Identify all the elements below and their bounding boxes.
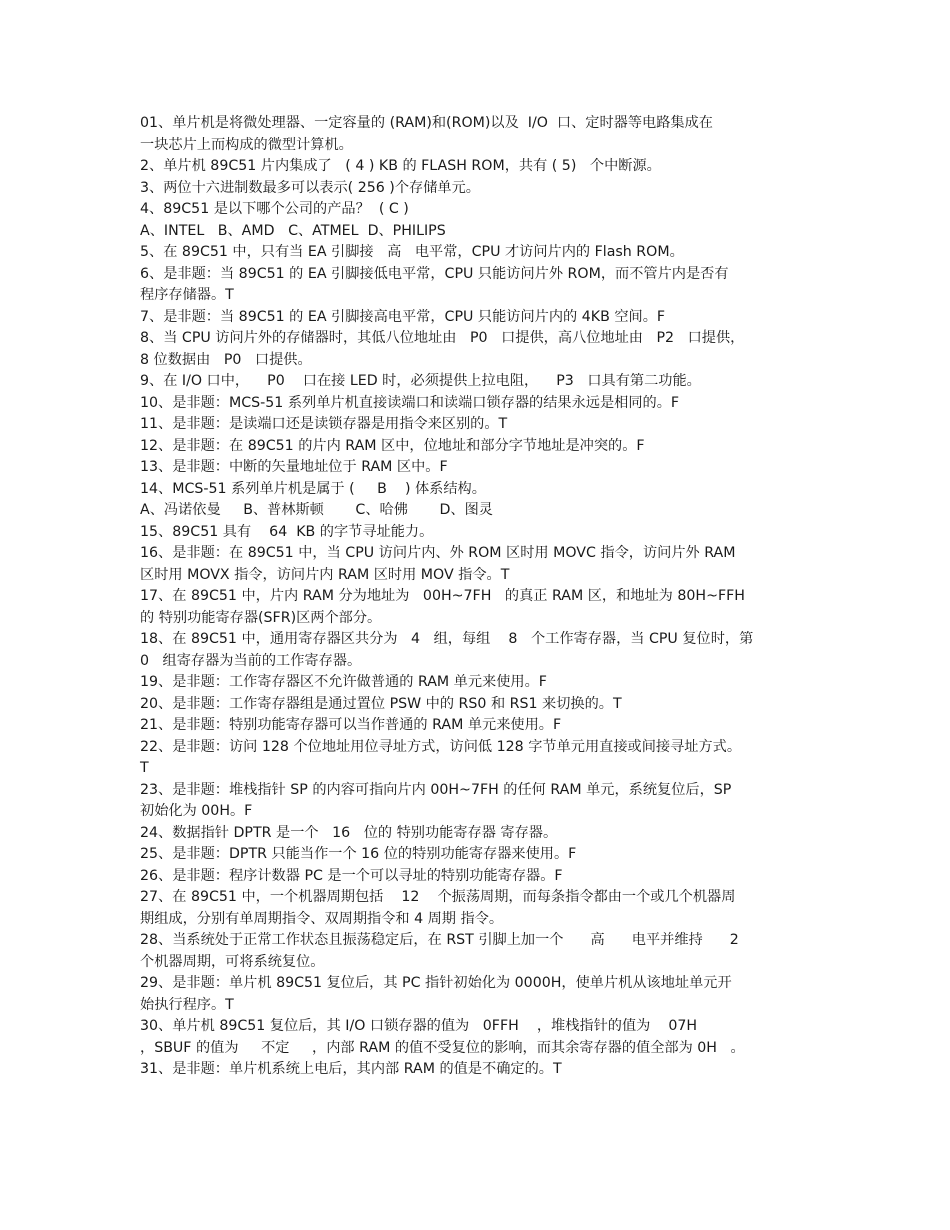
text-line: 始执行程序。T <box>140 996 234 1013</box>
text-line: 23、是非题：堆栈指针 SP 的内容可指向片内 00H~7FH 的任何 RAM 单元，系统复位后，SP <box>140 781 732 798</box>
text-line: 22、是非题：访问 128 个位地址用位寻址方式，访问低 128 字节单元用直接或间接寻址方式。 <box>140 738 742 755</box>
text-line: 15、89C51 具有 64 KB 的字节寻址能力。 <box>140 523 434 540</box>
text-line: 21、是非题：特别功能寄存器可以当作普通的 RAM 单元来使用。F <box>140 717 562 733</box>
text-line: 01、单片机是将微处理器、一定容量的 (RAM)和(ROM)以及 I/O 口、定时器等电路集成在 <box>140 115 713 131</box>
text-line: 24、数据指针 DPTR 是一个 16 位的 特别功能寄存器 寄存器。 <box>140 824 558 841</box>
text-line: 11、是非题：是读端口还是读锁存器是用指令来区别的。T <box>140 416 508 432</box>
text-line: 31、是非题：单片机系统上电后，其内部 RAM 的值是不确定的。T <box>140 1061 562 1077</box>
text-line: 程序存储器。T <box>140 287 234 303</box>
text-line: 14、MCS-51 系列单片机是属于 ( B ) 体系结构。 <box>140 480 486 497</box>
text-line: 18、在 89C51 中，通用寄存器区共分为 4 组，每组 8 个工作寄存器，当 CPU 复位时，第 <box>140 631 754 647</box>
text-line: 13、是非题：中断的矢量地址位于 RAM 区中。F <box>140 459 448 475</box>
text-line: 16、是非题：在 89C51 中，当 CPU 访问片内、外 ROM 区时用 MOVC 指令，访问片外 RAM <box>140 545 736 561</box>
text-line: 7、是非题：当 89C51 的 EA 引脚接高电平常，CPU 只能访问片内的 4KB 空间。F <box>140 308 666 325</box>
text-line: 19、是非题：工作寄存器区不允许做普通的 RAM 单元来使用。F <box>140 674 547 690</box>
text-line: 9、在 I/O 口中， P0 口在接 LED 时，必须提供上拉电阻， P3 口具有第二功能。 <box>140 373 701 389</box>
text-line: A、INTEL B、AMD C、ATMEL D、PHILIPS <box>140 222 446 239</box>
text-line: 8、当 CPU 访问片外的存储器时，其低八位地址由 P0 口提供，高八位地址由 P2 口提供， <box>140 330 745 346</box>
text-line: 区时用 MOVX 指令，访问片内 RAM 区时用 MOV 指令。T <box>140 566 510 583</box>
text-line: A、冯诺依曼 B、普林斯顿 C、哈佛 D、图灵 <box>140 502 493 518</box>
text-line: 26、是非题：程序计数器 PC 是一个可以寻址的特别功能寄存器。F <box>140 867 563 884</box>
text-line: 0 组寄存器为当前的工作寄存器。 <box>140 652 362 669</box>
document-body <box>140 113 810 1081</box>
text-line: ，SBUF 的值为 不定 ，内部 RAM 的值不受复位的影响，而其余寄存器的值全部为 0H 。 <box>140 1039 745 1056</box>
text-line: 20、是非题：工作寄存器组是通过置位 PSW 中的 RS0 和 RS1 来切换的。T <box>140 695 622 712</box>
text-line: 一块芯片上而构成的微型计算机。 <box>140 136 353 153</box>
text-line: 个机器周期，可将系统复位。 <box>140 953 325 970</box>
text-line: 29、是非题：单片机 89C51 复位后，其 PC 指针初始化为 0000H，使单片机从该地址单元开 <box>140 975 732 991</box>
text-line: 2、单片机 89C51 片内集成了 ( 4 ) KB 的 FLASH ROM，共有 ( 5) 个中断源。 <box>140 158 661 174</box>
text-line: 30、单片机 89C51 复位后，其 I/O 口锁存器的值为 0FFH ，堆栈指针的值为 07H <box>140 1018 698 1034</box>
text-line: 28、当系统处于正常工作状态且振荡稳定后，在 RST 引脚上加一个 高 电平并维持 2 <box>140 932 739 948</box>
text-line: 4、89C51 是以下哪个公司的产品？ ( C ) <box>140 201 409 217</box>
text-line: 27、在 89C51 中，一个机器周期包括 12 个振荡周期，而每条指令都由一个或几个机器周 <box>140 889 736 905</box>
text-line: 期组成，分别有单周期指令、双周期指令和 4 周期 指令。 <box>140 910 504 927</box>
text-line: 6、是非题：当 89C51 的 EA 引脚接低电平常，CPU 只能访问片外 ROM，而不管片内是否有 <box>140 265 729 282</box>
text-line: 25、是非题：DPTR 只能当作一个 16 位的特别功能寄存器来使用。F <box>140 846 577 862</box>
text-line: T <box>140 760 149 776</box>
text-line: 17、在 89C51 中，片内 RAM 分为地址为 00H~7FH 的真正 RAM 区，和地址为 80H~FFH <box>140 588 745 604</box>
text-line: 5、在 89C51 中，只有当 EA 引脚接 高 电平常，CPU 才访问片内的 Flash ROM。 <box>140 244 684 260</box>
text-line: 12、是非题：在 89C51 的片内 RAM 区中，位地址和部分字节地址是冲突的。F <box>140 437 645 454</box>
text-line: 8 位数据由 P0 口提供。 <box>140 351 312 368</box>
text-line: 的 特别功能寄存器(SFR)区两个部分。 <box>140 609 382 626</box>
text-line: 初始化为 00H。F <box>140 803 253 819</box>
text-line: 3、两位十六进制数最多可以表示( 256 )个存储单元。 <box>140 179 480 196</box>
text-line: 10、是非题：MCS-51 系列单片机直接读端口和读端口锁存器的结果永远是相同的。F <box>140 394 680 411</box>
